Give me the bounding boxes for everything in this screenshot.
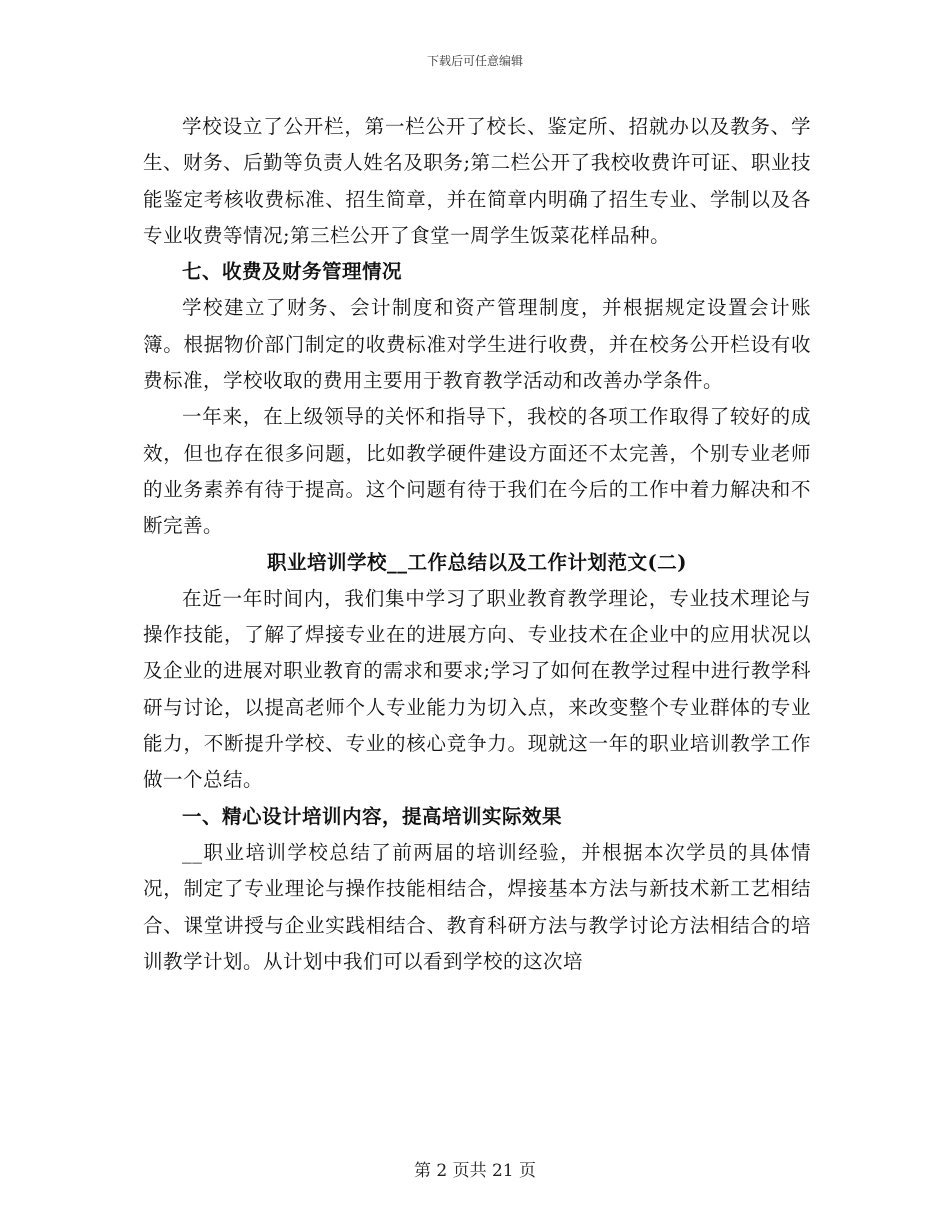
paragraph-study-summary: 在近一年时间内，我们集中学习了职业教育教学理论，专业技术理论与操作技能，了解了焊接专业在的进展方向、专业技术在企业中的应用状况以及企业的进展对职业教育的需求和要求;学习了如何在教学过程中进行教学科研与讨论，以提高老师个人专业能力为切入点，来改变整个专业群体的专业能力，不断提升学校、专业的核心竞争力。现就这一年的职业培训教学工作做一个总结。 bbox=[143, 586, 811, 792]
paragraph-finance: 学校建立了财务、会计制度和资产管理制度，并根据规定设置会计账簿。根据物价部门制定的收费标准对学生进行收费，并在校务公开栏设有收费标准，学校收取的费用主要用于教育教学活动和改善办学条件。 bbox=[143, 296, 811, 393]
paragraph-training-plan: __职业培训学校总结了前两届的培训经验，并根据本次学员的具体情况，制定了专业理论与操作技能相结合，焊接基本方法与新技术新工艺相结合、课堂讲授与企业实践相结合、教育科研方法与教学讨论方法相结合的培训教学计划。从计划中我们可以看到学校的这次培 bbox=[143, 840, 811, 973]
section-heading-training: 一、精心设计培训内容，提高培训实际效果 bbox=[182, 804, 563, 828]
document-body bbox=[143, 109, 811, 980]
paragraph-year-review: 一年来，在上级领导的关怀和指导下，我校的各项工作取得了较好的成效，但也存在很多问题，比如教学硬件建设方面还不太完善，个别专业老师的业务素养有待于提高。这个问题有待于我们在今后的工作中着力解决和不断完善。 bbox=[143, 405, 811, 538]
page-footer: 第 2 页共 21 页 bbox=[413, 1161, 537, 1181]
document-title: 职业培训学校__工作总结以及工作计划范文(二) bbox=[267, 550, 687, 574]
paragraph-public-board: 学校设立了公开栏，第一栏公开了校长、鉴定所、招就办以及教务、学生、财务、后勤等负责人姓名及职务;第二栏公开了我校收费许可证、职业技能鉴定考核收费标准、招生简章，并在简章内明确了招生专业、学制以及各专业收费等情况;第三栏公开了食堂一周学生饭菜花样品种。 bbox=[143, 115, 811, 247]
page-header: 下载后可任意编辑 bbox=[426, 54, 523, 68]
section-heading-fees: 七、收费及财务管理情况 bbox=[182, 260, 403, 284]
